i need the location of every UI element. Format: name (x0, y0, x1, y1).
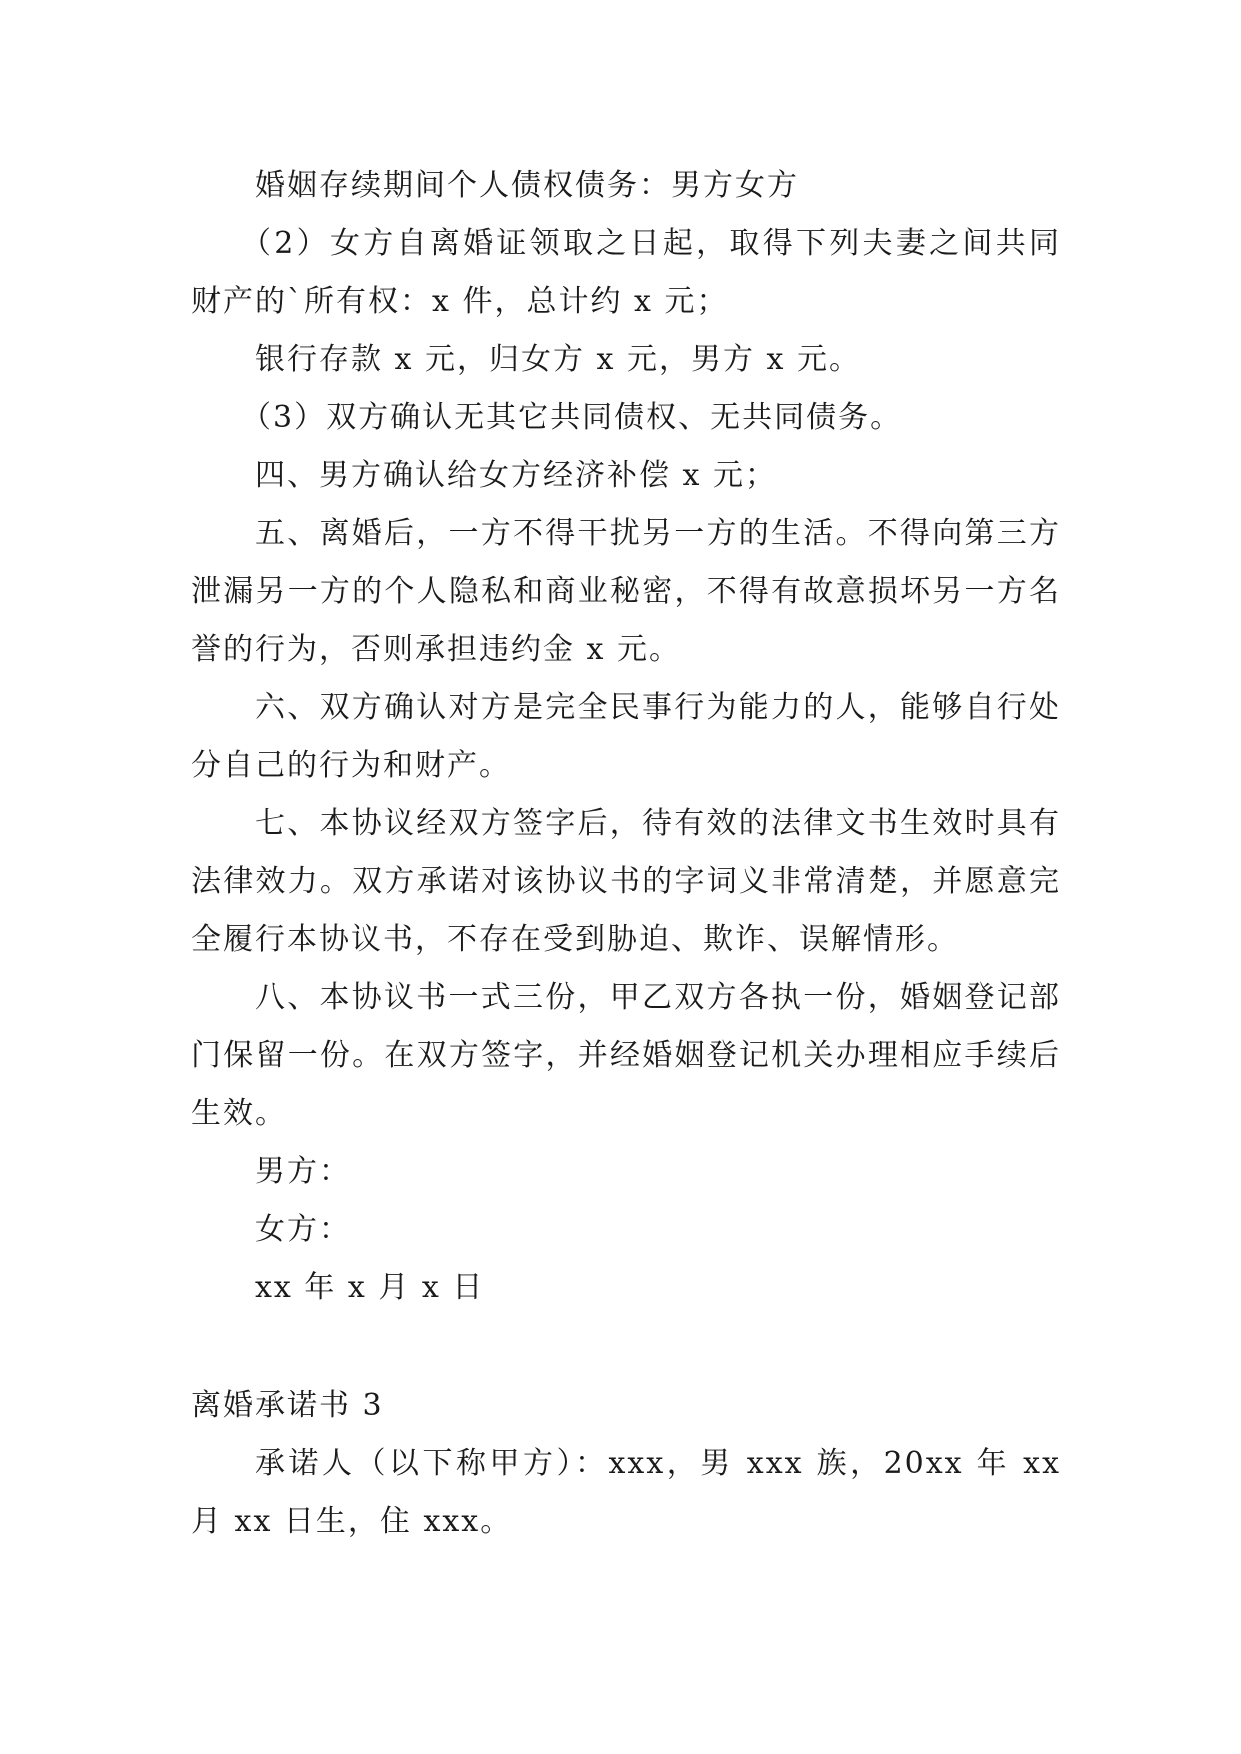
section-title: 离婚承诺书 3 (191, 1388, 384, 1423)
paragraph-promisor: 承诺人（以下称甲方）：xxx，男 xxx 族，20xx 年 xx 月 xx 日生，住 xxx。 (191, 1446, 1073, 1539)
signature-date: xx 年 x 月 x 日 (255, 1270, 485, 1305)
signature-female: 女方： (255, 1212, 351, 1247)
signature-male: 男方： (255, 1154, 351, 1189)
document-body (191, 157, 1061, 1317)
paragraph-bank-deposit: 银行存款 x 元，归女方 x 元，男方 x 元。 (255, 342, 861, 377)
paragraph-item-3: （3）双方确认无其它共同债权、无共同债务。 (241, 400, 903, 435)
paragraph-section-4: 四、男方确认给女方经济补偿 x 元； (255, 458, 777, 493)
paragraph-section-5: 五、离婚后，一方不得干扰另一方的生活。不得向第三方泄漏另一方的个人隐私和商业秘密，不得有故意损坏另一方名誉的行为，否则承担违约金 x 元。 (191, 516, 1061, 667)
paragraph-item-2: （2）女方自离婚证领取之日起，取得下列夫妻之间共同财产的`所有权：x 件，总计约 x 元； (191, 226, 1061, 319)
paragraph-section-6: 六、双方确认对方是完全民事行为能力的人，能够自行处分自己的行为和财产。 (191, 690, 1061, 783)
paragraph-section-8: 八、本协议书一式三份，甲乙双方各执一份，婚姻登记部门保留一份。在双方签字，并经婚姻登记机关办理相应手续后生效。 (191, 980, 1061, 1131)
paragraph-section-7: 七、本协议经双方签字后，待有效的法律文书生效时具有法律效力。双方承诺对该协议书的字词义非常清楚，并愿意完全履行本协议书，不存在受到胁迫、欺诈、误解情形。 (191, 806, 1061, 957)
paragraph-personal-debts: 婚姻存续期间个人债权债务：男方女方 (255, 168, 799, 203)
section-body (191, 1435, 1073, 1551)
